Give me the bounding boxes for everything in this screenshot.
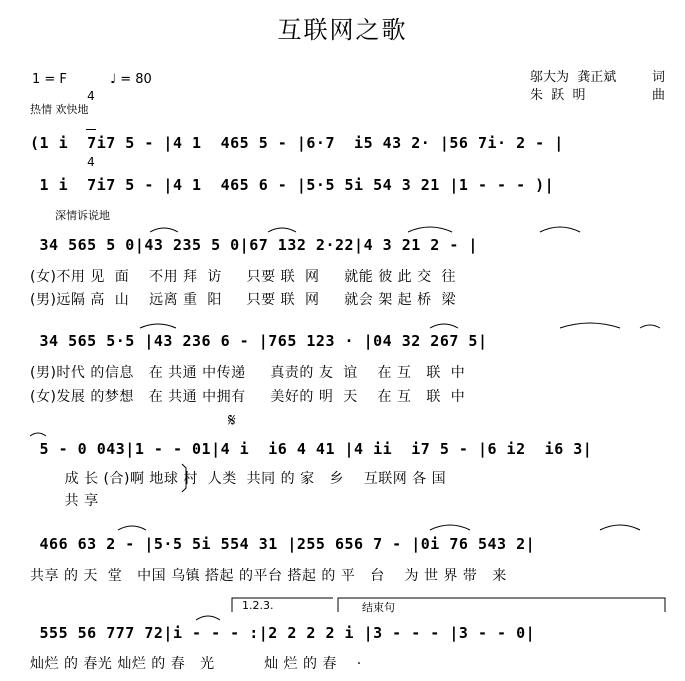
slur xyxy=(196,616,220,620)
slur xyxy=(150,228,178,232)
bracket xyxy=(182,464,186,492)
song-title: 互联网之歌 xyxy=(277,16,408,44)
slur xyxy=(430,324,458,328)
notation-line-5: 5 - 0 043|1 - - 01|4 i i6 4 41 |4 ii i7 5 - |6 i2 i6 3| xyxy=(30,440,593,458)
notation-line-2: 1 i 7i7 5 - |4 1 465 6 - |5·5 5i 54 3 21 |1 - - - )| xyxy=(30,176,555,194)
notation-line-1: (1 i 7i7 5 - |4 1 465 5 - |6·7 i5 43 2· |56 7i· 2 - | xyxy=(30,134,564,152)
second-ending-bracket xyxy=(338,598,665,612)
lyric-line-6: 共享 的 天 堂 中国 乌镇 搭起 的平台 搭起 的 平 台 为 世 界 带 来 xyxy=(30,568,507,584)
slur xyxy=(560,323,620,328)
slur xyxy=(430,525,470,530)
slur xyxy=(600,525,640,530)
notation-line-4: 34 565 5·5 |43 236 6 - |765 123 · |04 32 267 5| xyxy=(30,332,488,350)
lyric-line-5b: 共 享 xyxy=(30,493,99,509)
time-signature-denominator: 4 xyxy=(87,155,95,169)
lyric-line-4b: (女)发展 的梦想 在 共通 中拥有 美好的 明 天 在 互 联 中 xyxy=(30,389,466,405)
slur xyxy=(30,433,46,436)
notation-line-6: 466 63 2 - |5·5 5i 554 31 |255 656 7 - |0i 76 543 2| xyxy=(30,535,536,553)
lyrics-label: 词 xyxy=(652,70,666,85)
lyric-line-3a: (女)不用 见 面 不用 拜 访 只要 联 网 就能 彼 此 交 往 xyxy=(30,269,457,285)
lyric-line-5a: 成 长 (合)啊 地球 村 人类 共同 的 家 乡 互联网 各 国 xyxy=(30,471,447,487)
lyricists: 邬大为 龚正斌 xyxy=(530,70,617,85)
composer: 朱 跃 明 xyxy=(530,88,586,103)
verse-marking: 深情诉说地 xyxy=(55,209,110,222)
segno-sign: 𝄋 xyxy=(228,410,236,431)
slur xyxy=(140,324,176,328)
slur xyxy=(640,325,660,328)
slur xyxy=(408,227,452,232)
time-signature-numerator: 4 xyxy=(87,89,95,103)
first-ending-label: 1.2.3. xyxy=(242,599,274,612)
second-ending-label: 结束句 xyxy=(362,601,395,614)
slur xyxy=(268,228,296,232)
music-label: 曲 xyxy=(652,88,666,103)
notation-line-7: 555 56 777 72|i - - - :|2 2 2 2 i |3 - - - |3 - - 0| xyxy=(30,624,536,642)
tempo-marking: ♩ = 80 xyxy=(110,72,152,87)
lyric-line-4a: (男)时代 的信息 在 共通 中传递 真责的 友 谊 在 互 联 中 xyxy=(30,365,466,381)
lyric-line-3b: (男)远隔 高 山 远离 重 阳 只要 联 网 就会 架 起 桥 梁 xyxy=(30,292,457,308)
first-ending-bracket xyxy=(232,598,333,612)
slur xyxy=(118,526,146,530)
notation-line-3: 34 565 5 0|43 235 5 0|67 132 2·22|4 3 21 2 - | xyxy=(30,236,478,254)
lyric-line-7: 灿烂 的 春光 灿烂 的 春 光 灿 烂 的 春 · xyxy=(30,656,362,672)
slur xyxy=(540,227,580,232)
expression-marking: 热情 欢快地 xyxy=(30,103,89,116)
key-signature: 1 = F xyxy=(32,72,67,87)
